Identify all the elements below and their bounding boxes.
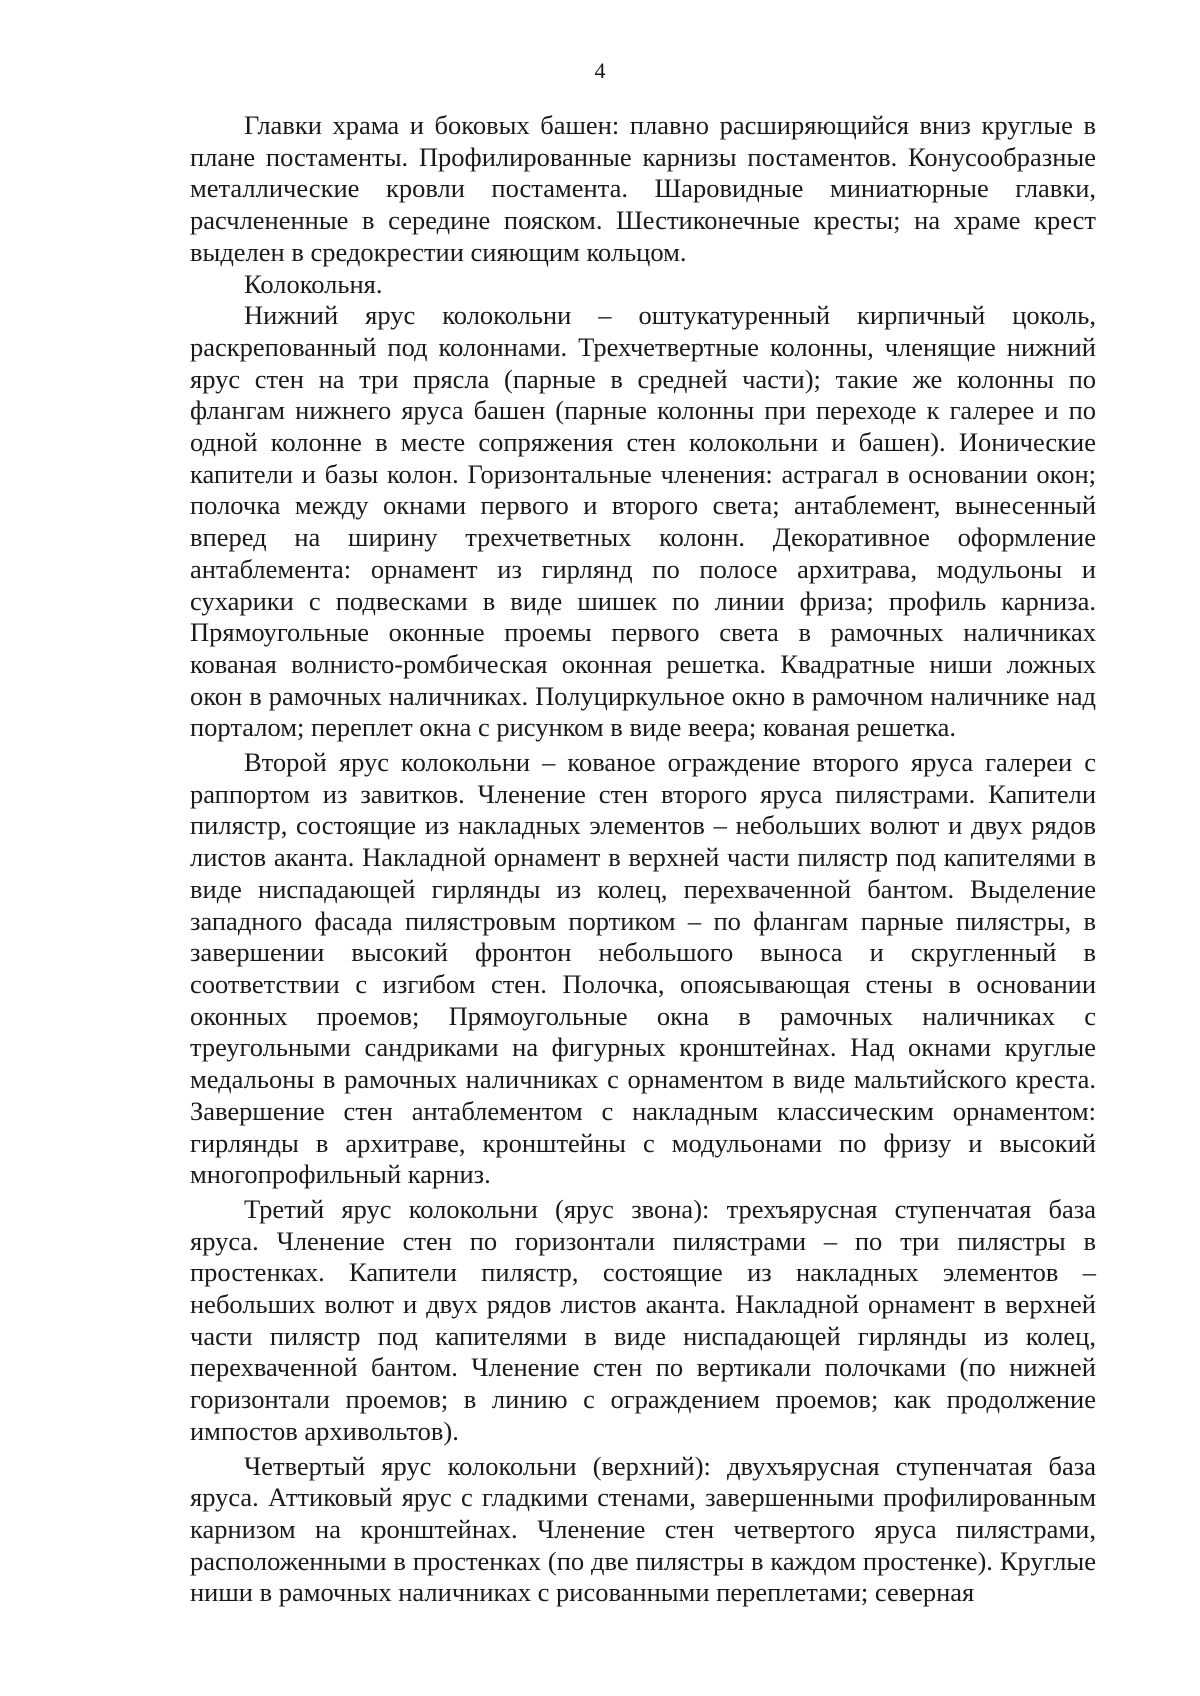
- paragraph-third-tier: Третий ярус колокольни (ярус звона): трехъярусная ступенчатая база яруса. Членение стен по горизонтали пилястрами – по три пилястры в простенках. Капители пилястр, состоящие из накладных элементов – небольших волют и двух рядов листов аканта. Накладной орнамент в верхней части пилястр под капителями в виде ниспадающей гирлянды из колец, перехваченной бантом. Членение стен по вертикали полочками (по нижней горизонтали проемов; в линию с ограждением проемов; как продолжение импостов архивольтов).: [190, 1193, 1096, 1446]
- body-text: [190, 110, 1096, 1609]
- paragraph-fourth-tier: Четвертый ярус колокольни (верхний): двухъярусная ступенчатая база яруса. Аттиковый ярус с гладкими стенами, завершенными профилированным карнизом на кронштейнах. Членение стен четвертого яруса пилястрами, расположенными в простенках (по две пилястры в каждом простенке). Круглые ниши в рамочных наличниках с рисованными переплетами; северная: [190, 1450, 1096, 1608]
- paragraph-domes: Главки храма и боковых башен: плавно расширяющийся вниз круглые в плане постаменты. Профилированные карнизы постаментов. Конусообразные металлические кровли постамента. Шаровидные миниатюрные главки, расчлененные в середине пояском. Шестиконечные кресты; на храме крест выделен в средокрестии сияющим кольцом.: [190, 110, 1096, 267]
- paragraph-lower-tier: Нижний ярус колокольни – оштукатуренный кирпичный цоколь, раскрепованный под колоннами. Трехчетвертные колонны, членящие нижний ярус стен на три прясла (парные в средней части); такие же колонны по флангам нижнего яруса башен (парные колонны при переходе к галерее и по одной колонне в месте сопряжения стен колокольни и башен). Ионические капители и базы колон. Горизонтальные членения: астрагал в основании окон; полочка между окнами первого и второго света; антаблемент, вынесенный вперед на ширину трехчетветных колонн. Декоративное оформление антаблемента: орнамент из гирлянд по полосе архитрава, модульоны и сухарики с подвесками в виде шишек по линии фриза; профиль карниза. Прямоугольные оконные проемы первого света в рамочных наличниках кованая волнисто-ромбическая оконная решетка. Квадратные ниши ложных окон в рамочных наличниках. Полуциркульное окно в рамочном наличнике над порталом; переплет окна с рисунком в виде веера; кованая решетка.: [190, 300, 1096, 743]
- paragraph-second-tier: Второй ярус колокольни – кованое ограждение второго яруса галереи с раппортом из завитков. Членение стен второго яруса пилястрами. Капители пилястр, состоящие из накладных элементов – небольших волют и двух рядов листов аканта. Накладной орнамент в верхней части пилястр под капителями в виде ниспадающей гирлянды из колец, перехваченной бантом. Выделение западного фасада пилястровым портиком – по флангам парные пилястры, в завершении высокий фронтон небольшого выноса и скругленный в соответствии с изгибом стен. Полочка, опоясывающая стены в основании оконных проемов; Прямоугольные окна в рамочных наличниках с треугольными сандриками на фигурных кронштейнах. Над окнами круглые медальоны в рамочных наличниках с орнаментом в виде мальтийского креста. Завершение стен антаблементом с накладным классическим орнаментом: гирлянды в архитраве, кронштейны с модульонами по фризу и высокий многопрофильный карниз.: [190, 747, 1096, 1190]
- page-number: 4: [594, 58, 606, 83]
- paragraph-belltower-heading: Колокольня.: [244, 268, 383, 299]
